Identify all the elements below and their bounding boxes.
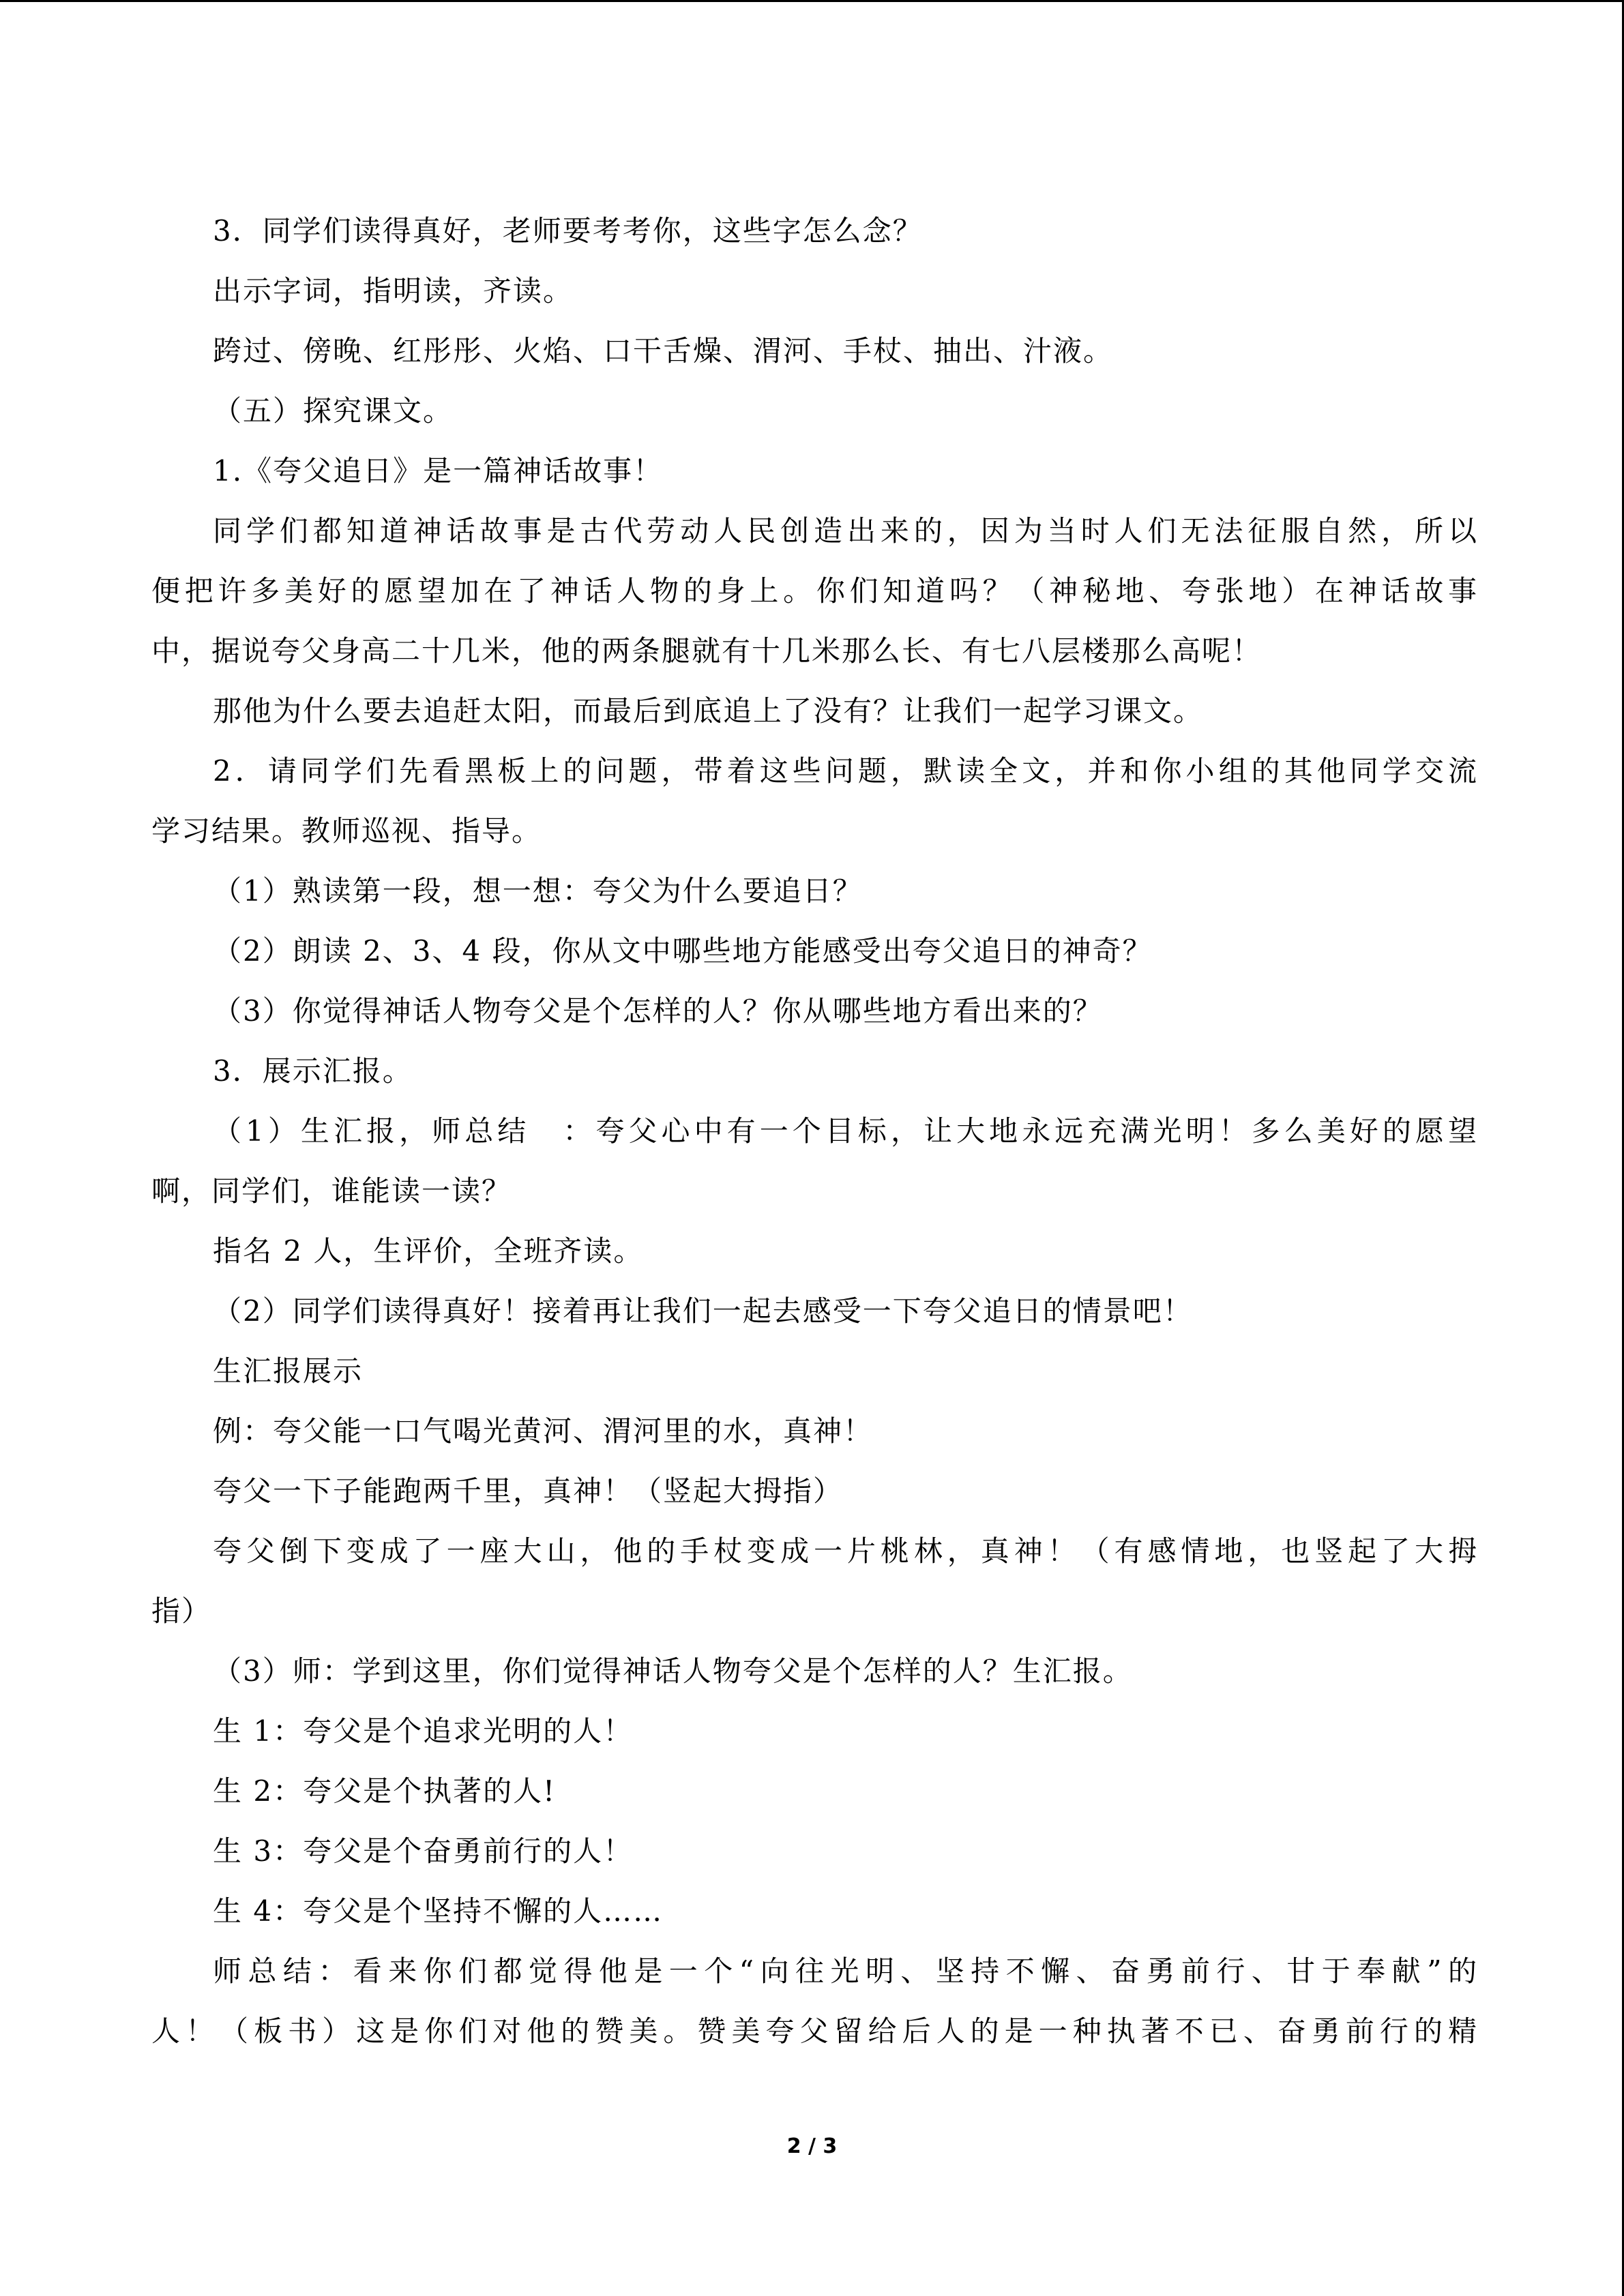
paragraph-line: 跨过、傍晚、红彤彤、火焰、口干舌燥、渭河、手杖、抽出、汁液。: [213, 334, 1114, 368]
example-line: 夸父一下子能跑两千里，真神！（竖起大拇指）: [213, 1474, 844, 1508]
example-line: 例：夸父能一口气喝光黄河、渭河里的水，真神！: [213, 1414, 874, 1448]
paragraph-line: 生汇报展示: [213, 1354, 364, 1388]
paragraph-line: 便把许多美好的愿望加在了神话人物的身上。你们知道吗？（神秘地、夸张地）在神话故事: [151, 574, 1478, 608]
student-answer-line: 生 2：夸父是个执著的人!: [213, 1774, 556, 1808]
student-answer-line: 生 3：夸父是个奋勇前行的人！: [213, 1834, 634, 1868]
question-line: （2）朗读 2、3、4 段，你从文中哪些地方能感受出夸父追日的神奇？: [213, 934, 1153, 968]
paragraph-line: （1）生汇报，师总结 ：夸父心中有一个目标，让大地永远充满光明！多么美好的愿望: [213, 1114, 1478, 1148]
paragraph-line: 出示字词，指明读，齐读。: [213, 274, 574, 308]
page-border-top: [0, 0, 1624, 2]
question-line: （3）你觉得神话人物夸父是个怎样的人？你从哪些地方看出来的？: [213, 994, 1103, 1028]
paragraph-line: 3．同学们读得真好，老师要考考你，这些字怎么念？: [213, 214, 923, 248]
paragraph-line: 啊，同学们，谁能读一读？: [151, 1174, 512, 1208]
paragraph-line: 3．展示汇报。: [213, 1054, 413, 1088]
paragraph-line: 师总结：看来你们都觉得他是一个“向往光明、坚持不懈、奋勇前行、甘于奉献”的: [213, 1954, 1478, 1988]
example-line: 夸父倒下变成了一座大山，他的手杖变成一片桃林，真神！（有感情地，也竖起了大拇: [213, 1534, 1478, 1568]
paragraph-line: 2．请同学们先看黑板上的问题，带着这些问题，默读全文，并和你小组的其他同学交流: [213, 754, 1478, 788]
paragraph-line: 1.《夸父追日》是一篇神话故事！: [213, 454, 664, 488]
body-text: [151, 201, 1478, 2061]
paragraph-line: 指名 2 人，生评价，全班齐读。: [213, 1234, 644, 1268]
paragraph-line: （3）师：学到这里，你们觉得神话人物夸父是个怎样的人？生汇报。: [213, 1654, 1133, 1688]
section-heading: （五）探究课文。: [213, 394, 454, 428]
student-answer-line: 生 1：夸父是个追求光明的人！: [213, 1714, 634, 1748]
paragraph-line: 人！（板书）这是你们对他的赞美。赞美夸父留给后人的是一种执著不已、奋勇前行的精: [151, 2014, 1478, 2048]
student-answer-line: 生 4：夸父是个坚持不懈的人……: [213, 1894, 664, 1928]
page-number: 2 / 3: [786, 2134, 838, 2158]
paragraph-line: 中，据说夸父身高二十几米，他的两条腿就有十几米那么长、有七八层楼那么高呢！: [151, 634, 1263, 668]
paragraph-line: 那他为什么要去追赶太阳，而最后到底追上了没有？让我们一起学习课文。: [213, 694, 1204, 728]
paragraph-line: （2）同学们读得真好！接着再让我们一起去感受一下夸父追日的情景吧！: [213, 1294, 1193, 1328]
paragraph-line: 学习结果。教师巡视、指导。: [151, 814, 542, 848]
question-line: （1）熟读第一段，想一想：夸父为什么要追日？: [213, 874, 863, 908]
example-line: 指）: [151, 1594, 212, 1628]
paragraph-line: 同学们都知道神话故事是古代劳动人民创造出来的，因为当时人们无法征服自然，所以: [213, 514, 1478, 548]
